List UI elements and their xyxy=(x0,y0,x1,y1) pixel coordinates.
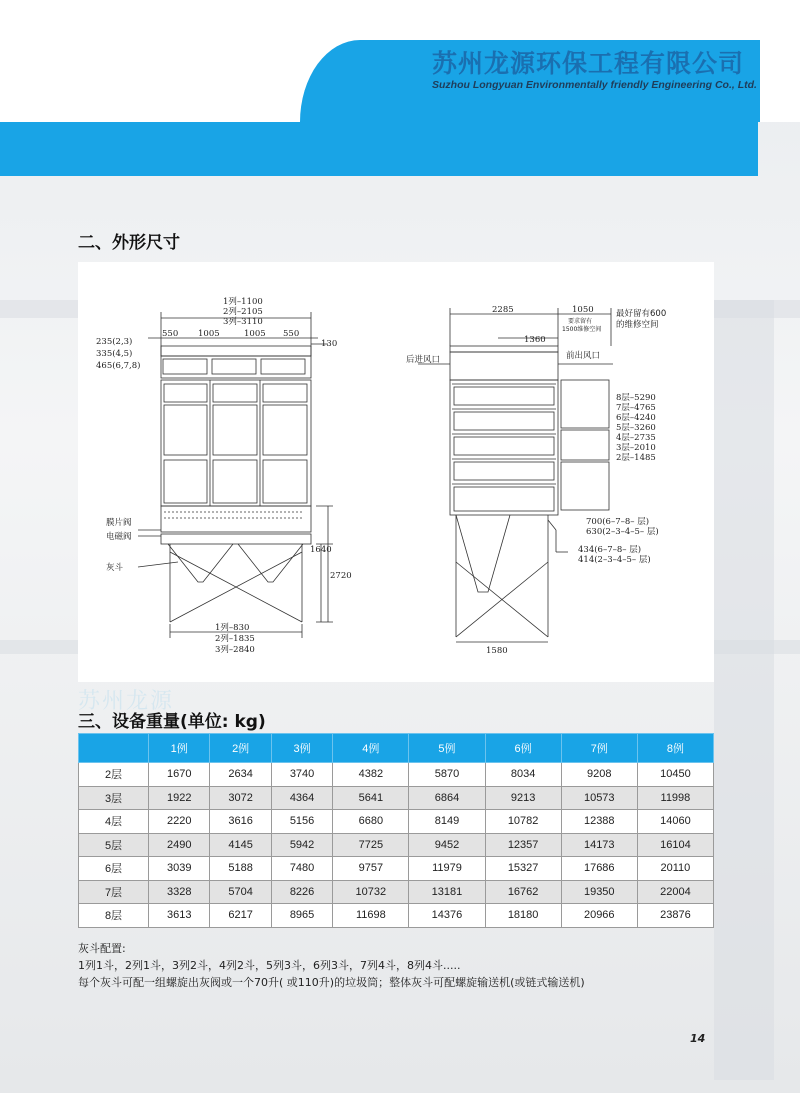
table-cell: 11698 xyxy=(333,904,409,928)
table-cell: 4364 xyxy=(271,786,332,810)
watermark-text: 苏州龙源 xyxy=(78,689,175,714)
table-cell: 2490 xyxy=(149,833,210,857)
front-col-dim-4: 550 xyxy=(283,329,300,339)
label-solenoid-valve: 电磁阀 xyxy=(106,532,132,542)
side-leg-dim-3: 434(6–7–8– 层) xyxy=(578,545,642,555)
table-row xyxy=(79,880,714,904)
table-cell: 5层 xyxy=(79,833,149,857)
table-cell: 14173 xyxy=(561,833,637,857)
hopper-notes xyxy=(78,940,585,991)
label-diaphragm-valve: 膜片阀 xyxy=(106,518,132,528)
side-height-5: 5层–3260 xyxy=(616,423,656,433)
table-cell: 14060 xyxy=(637,810,713,834)
table-row xyxy=(79,833,714,857)
side-height-8: 8层–5290 xyxy=(616,393,656,403)
front-side-dim-2: 335(4,5) xyxy=(96,349,133,359)
front-side-dim-1: 235(2,3) xyxy=(96,337,133,347)
header-cell: 5例 xyxy=(409,734,485,763)
table-cell: 5942 xyxy=(271,833,332,857)
table-cell: 10573 xyxy=(561,786,637,810)
table-cell: 3613 xyxy=(149,904,210,928)
table-cell: 20110 xyxy=(637,857,713,881)
front-col-dim-1: 550 xyxy=(162,329,179,339)
table-cell: 4145 xyxy=(210,833,271,857)
front-dim-1640: 1640 xyxy=(310,545,332,555)
table-cell: 23876 xyxy=(637,904,713,928)
side-height-4: 4层–2735 xyxy=(616,433,656,443)
table-cell: 3层 xyxy=(79,786,149,810)
table-cell: 9213 xyxy=(485,786,561,810)
table-cell: 1922 xyxy=(149,786,210,810)
label-rear-inlet: 后进风口 xyxy=(406,355,441,365)
side-leg-dim-1: 700(6–7–8– 层) xyxy=(586,517,650,527)
table-cell: 12357 xyxy=(485,833,561,857)
table-cell: 1670 xyxy=(149,763,210,787)
table-cell: 6217 xyxy=(210,904,271,928)
table-cell: 10782 xyxy=(485,810,561,834)
table-cell: 6864 xyxy=(409,786,485,810)
page-number: 14 xyxy=(690,1032,706,1045)
front-top-dim-2: 2列–2105 xyxy=(223,307,263,317)
table-row xyxy=(79,763,714,787)
table-row xyxy=(79,786,714,810)
side-dim-1360: 1360 xyxy=(524,335,546,345)
table-cell: 9452 xyxy=(409,833,485,857)
weight-table xyxy=(78,733,714,928)
table-cell: 16104 xyxy=(637,833,713,857)
table-cell: 2634 xyxy=(210,763,271,787)
table-cell: 2层 xyxy=(79,763,149,787)
table-header-row xyxy=(79,734,714,763)
side-height-2: 2层–1485 xyxy=(616,453,656,463)
front-bottom-dim-2: 2列–1835 xyxy=(215,634,255,644)
side-dim-1580: 1580 xyxy=(486,646,508,656)
header-cell: 6例 xyxy=(485,734,561,763)
dimension-drawing xyxy=(78,262,714,682)
header-cell: 7例 xyxy=(561,734,637,763)
table-cell: 4层 xyxy=(79,810,149,834)
notes-line-1: 1列1斗，2列1斗，3列2斗，4列2斗，5列3斗，6列3斗，7列4斗，8列4斗..... xyxy=(78,959,461,972)
table-cell: 13181 xyxy=(409,880,485,904)
table-cell: 10732 xyxy=(333,880,409,904)
side-dim-2285: 2285 xyxy=(492,305,514,315)
table-cell: 11998 xyxy=(637,786,713,810)
table-cell: 9757 xyxy=(333,857,409,881)
table-cell: 7480 xyxy=(271,857,332,881)
table-cell: 4382 xyxy=(333,763,409,787)
table-cell: 3616 xyxy=(210,810,271,834)
side-dim-1050: 1050 xyxy=(572,305,594,315)
table-cell: 12388 xyxy=(561,810,637,834)
section-title-weight: 三、设备重量(单位: kg) xyxy=(78,712,266,732)
side-leg-dim-2: 630(2–3–4–5– 层) xyxy=(586,527,659,537)
table-cell: 22004 xyxy=(637,880,713,904)
side-height-3: 3层–2010 xyxy=(616,443,656,453)
header-cell: 2例 xyxy=(210,734,271,763)
front-col-dim-2: 1005 xyxy=(198,329,220,339)
table-cell: 8034 xyxy=(485,763,561,787)
table-cell: 8226 xyxy=(271,880,332,904)
header-cell: 1例 xyxy=(149,734,210,763)
side-note-small-1: 要求留有 xyxy=(568,318,593,325)
front-top-dim-1: 1列–1100 xyxy=(223,297,263,307)
table-cell: 8149 xyxy=(409,810,485,834)
table-cell: 6680 xyxy=(333,810,409,834)
front-col-dim-3: 1005 xyxy=(244,329,266,339)
front-bottom-dim-1: 1列–830 xyxy=(215,623,250,633)
table-cell: 5641 xyxy=(333,786,409,810)
side-note-top-1: 最好留有600 xyxy=(616,309,667,319)
table-cell: 7725 xyxy=(333,833,409,857)
label-ash-hopper: 灰斗 xyxy=(106,563,124,573)
table-row xyxy=(79,857,714,881)
table-cell: 15327 xyxy=(485,857,561,881)
front-top-dim-3: 3列–3110 xyxy=(223,317,263,327)
notes-line-2: 每个灰斗可配一组螺旋出灰阀或一个70升( 或110升)的垃圾筒；整体灰斗可配螺旋输送机(或链式输送机) xyxy=(78,976,585,989)
side-leg-dim-4: 414(2–3–4–5– 层) xyxy=(578,555,651,565)
label-front-outlet: 前出风口 xyxy=(566,351,601,361)
header-cell: 4例 xyxy=(333,734,409,763)
table-cell: 18180 xyxy=(485,904,561,928)
table-cell: 19350 xyxy=(561,880,637,904)
header-cell: 8例 xyxy=(637,734,713,763)
side-note-small-2: 1500维修空间 xyxy=(562,326,602,333)
bg-pillar xyxy=(714,300,774,1080)
side-height-7: 7层–4765 xyxy=(616,403,656,413)
section-title-dimensions: 二、外形尺寸 xyxy=(78,233,180,253)
table-cell: 5188 xyxy=(210,857,271,881)
table-cell: 7层 xyxy=(79,880,149,904)
table-cell: 2220 xyxy=(149,810,210,834)
table-row xyxy=(79,904,714,928)
drawing-svg xyxy=(78,262,714,682)
header-cell: 3例 xyxy=(271,734,332,763)
front-side-dim-3: 465(6,7,8) xyxy=(96,361,141,371)
company-name-cn: 苏州龙源环保工程有限公司 xyxy=(432,49,745,78)
notes-heading: 灰斗配置: xyxy=(78,942,126,955)
table-cell: 5156 xyxy=(271,810,332,834)
front-dim-2720: 2720 xyxy=(330,571,352,581)
table-cell: 5704 xyxy=(210,880,271,904)
table-cell: 17686 xyxy=(561,857,637,881)
front-bottom-dim-3: 3列–2840 xyxy=(215,645,255,655)
table-cell: 3328 xyxy=(149,880,210,904)
table-cell: 3740 xyxy=(271,763,332,787)
table-cell: 3039 xyxy=(149,857,210,881)
table-cell: 8层 xyxy=(79,904,149,928)
table-cell: 8965 xyxy=(271,904,332,928)
table-cell: 11979 xyxy=(409,857,485,881)
table-cell: 10450 xyxy=(637,763,713,787)
table-cell: 14376 xyxy=(409,904,485,928)
company-name-en: Suzhou Longyuan Environmentally friendly Engineering Co., Ltd. xyxy=(432,79,757,91)
table-cell: 9208 xyxy=(561,763,637,787)
header-cell xyxy=(79,734,149,763)
table-row xyxy=(79,810,714,834)
side-height-6: 6层–4240 xyxy=(616,413,656,423)
table-cell: 3072 xyxy=(210,786,271,810)
table-cell: 16762 xyxy=(485,880,561,904)
side-note-top-2: 的维修空间 xyxy=(616,320,659,330)
table-cell: 20966 xyxy=(561,904,637,928)
table-cell: 6层 xyxy=(79,857,149,881)
front-dim-130: 130 xyxy=(321,339,338,349)
table-cell: 5870 xyxy=(409,763,485,787)
